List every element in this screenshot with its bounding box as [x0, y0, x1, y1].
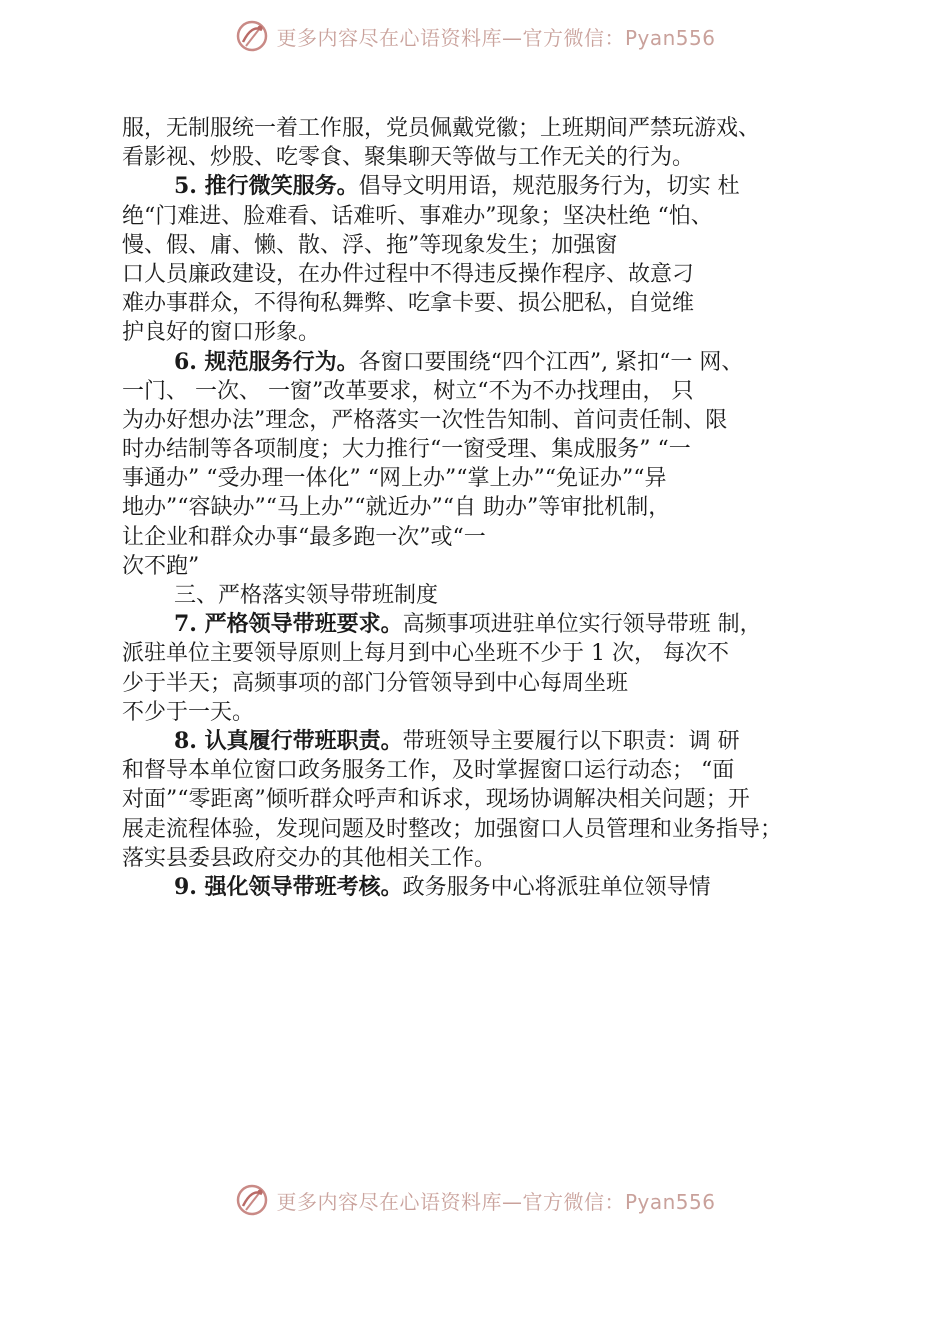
- text-line: [122, 610, 852, 639]
- line-text: 时办结制等各项制度；大力推行“一窗受理、集成服务” “一: [122, 437, 691, 463]
- line-text: 政务服务中心将派驻单位领导情: [402, 874, 711, 900]
- text-line: [122, 406, 852, 435]
- text-line: [122, 493, 852, 522]
- line-text: 口人员廉政建设，在办件过程中不得违反操作程序、故意刁: [122, 261, 695, 287]
- text-line: [122, 260, 852, 289]
- line-text: 派驻单位主要领导原则上每月到中心坐班不少于 1 次， 每次不: [122, 641, 729, 667]
- text-line: [122, 552, 852, 581]
- text-line: [122, 785, 852, 814]
- section-heading: 5. 推行微笑服务。: [174, 173, 359, 200]
- line-text: 难办事群众，不得徇私舞弊、吃拿卡要、损公肥私，自觉维: [122, 291, 695, 317]
- logo-icon: [234, 18, 270, 54]
- section-heading: 9. 强化领导带班考核。: [174, 873, 403, 900]
- text-line: [122, 464, 852, 493]
- text-line: [122, 202, 852, 231]
- text-line: [122, 581, 852, 610]
- watermark-header: [0, 16, 950, 56]
- document-body: [122, 114, 852, 902]
- watermark-text: 更多内容尽在心语资料库—官方微信：Pyan556: [276, 25, 716, 50]
- text-line: [122, 435, 852, 464]
- line-text: 少于半天；高频事项的部门分管领导到中心每周坐班: [122, 670, 629, 696]
- text-line: [122, 639, 852, 668]
- text-line: [122, 873, 852, 902]
- line-text: 看影视、炒股、吃零食、聚集聊天等做与工作无关的行为。: [122, 145, 695, 171]
- line-text: 护良好的窗口形象。: [122, 320, 321, 346]
- section-heading: 6. 规范服务行为。: [174, 348, 359, 375]
- section-heading: 7. 严格领导带班要求。: [174, 611, 403, 638]
- line-text: 让企业和群众办事“最多跑一次”或“一: [122, 524, 486, 550]
- line-text: 高频事项进驻单位实行领导带班 制，: [402, 612, 762, 638]
- text-line: [122, 143, 852, 172]
- text-line: [122, 815, 852, 844]
- text-line: [122, 318, 852, 347]
- line-text: 对面”“零距离”倾听群众呼声和诉求，现场协调解决相关问题；开: [122, 787, 750, 813]
- line-text: 地办”“容缺办”“马上办”“就近办”“自 助办”等审批机制，: [122, 495, 671, 521]
- line-text: 慢、假、庸、懒、散、浮、拖”等现象发生；加强窗: [122, 232, 618, 258]
- text-line: [122, 844, 852, 873]
- line-text: 次不跑”: [122, 553, 200, 579]
- line-text: 三、严格落实领导带班制度: [174, 583, 439, 608]
- text-line: [122, 348, 852, 377]
- line-text: 倡导文明用语，规范服务行为，切实 杜: [358, 174, 740, 200]
- logo-icon: [234, 1182, 270, 1218]
- watermark-footer: [0, 1180, 950, 1220]
- line-text: 为办好想办法”理念，严格落实一次性告知制、首问责任制、限: [122, 407, 728, 433]
- line-text: 一门、 一次、 一窗”改革要求，树立“不为不办找理由， 只: [122, 378, 694, 404]
- text-line: [122, 231, 852, 260]
- text-line: [122, 727, 852, 756]
- text-line: [122, 523, 852, 552]
- watermark-text: 更多内容尽在心语资料库—官方微信：Pyan556: [276, 1189, 716, 1214]
- line-text: 落实县委县政府交办的其他相关工作。: [122, 845, 497, 871]
- text-line: [122, 114, 852, 143]
- line-text: 带班领导主要履行以下职责：调 研: [402, 728, 740, 754]
- line-text: 不少于一天。: [122, 699, 255, 725]
- text-line: [122, 698, 852, 727]
- text-line: [122, 377, 852, 406]
- text-line: [122, 289, 852, 318]
- line-text: 事通办” “受办理一体化” “网上办”“掌上办”“免证办”“异: [122, 466, 667, 492]
- line-text: 展走流程体验，发现问题及时整改；加强窗口人员管理和业务指导；: [122, 816, 783, 842]
- line-text: 各窗口要围绕“四个江西”, 紧扣“一 网、: [358, 349, 744, 375]
- text-line: [122, 756, 852, 785]
- line-text: 和督导本单位窗口政务服务工作，及时掌握窗口运行动态； “面: [122, 758, 735, 784]
- line-text: 服，无制服统一着工作服，党员佩戴党徽；上班期间严禁玩游戏、: [122, 116, 761, 141]
- line-text: 绝“门难进、脸难看、话难听、事难办”现象；坚决杜绝 “怕、: [122, 203, 713, 229]
- text-line: [122, 669, 852, 698]
- section-heading: 8. 认真履行带班职责。: [174, 727, 403, 754]
- text-line: [122, 172, 852, 201]
